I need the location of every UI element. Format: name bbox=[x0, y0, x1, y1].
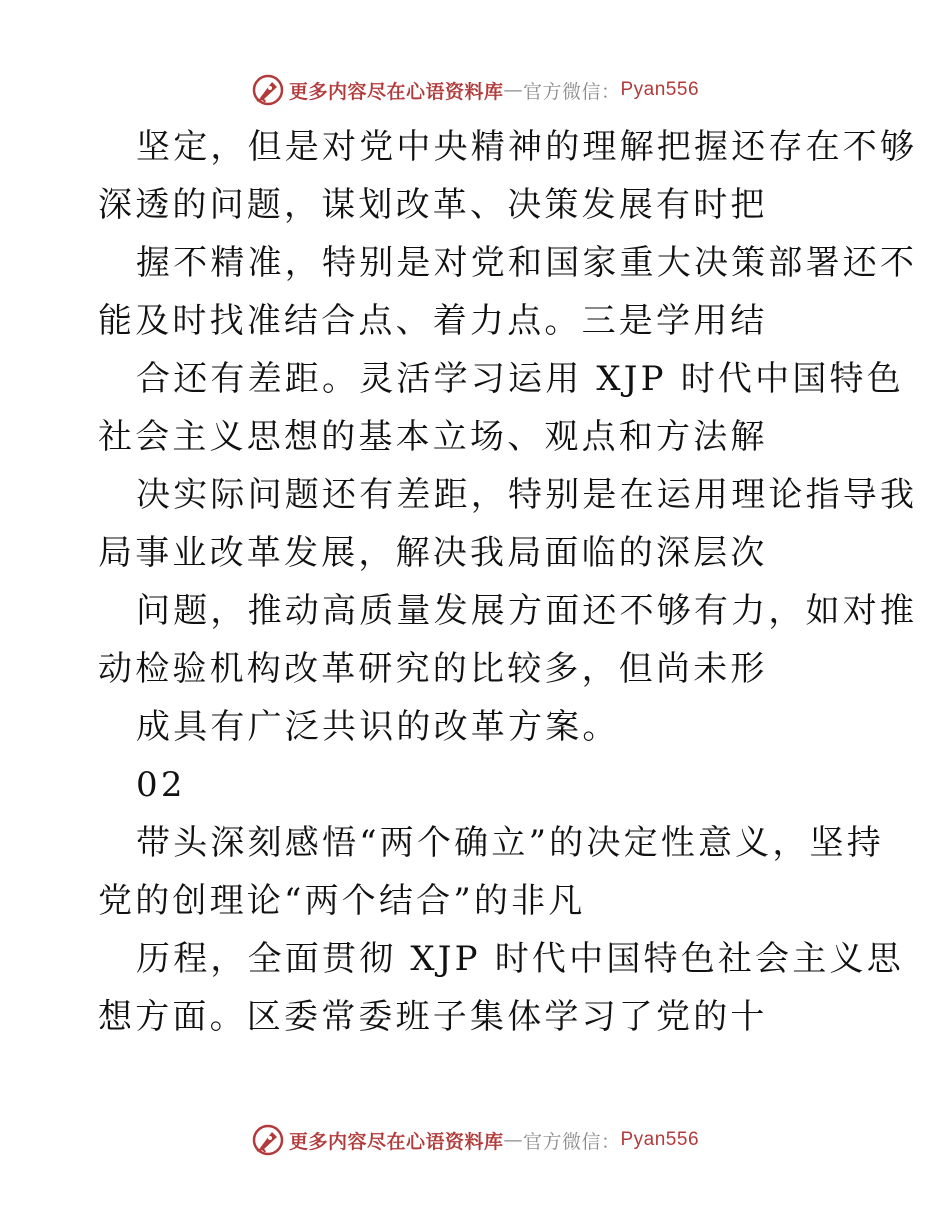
body-text-line: 合还有差距。灵活学习运用 XJP 时代中国特色 bbox=[136, 359, 904, 399]
body-text-line: 02 bbox=[136, 765, 186, 805]
body-text-line: 社会主义思想的基本立场、观点和方法解 bbox=[98, 417, 768, 457]
body-text-line: 动检验机构改革研究的比较多，但尚未形 bbox=[98, 649, 768, 689]
body-text-line: 能及时找准结合点、着力点。三是学用结 bbox=[98, 301, 768, 341]
footer-watermark-banner bbox=[0, 1120, 950, 1160]
body-text-line: 坚定，但是对党中央精神的理解把握还存在不够 bbox=[136, 127, 918, 167]
footer-dash: — bbox=[503, 1129, 523, 1151]
footer-wechat-label: 官方微信： bbox=[522, 1130, 621, 1153]
body-text-line: 握不精准，特别是对党和国家重大决策部署还不 bbox=[136, 243, 918, 283]
body-text-line: 局事业改革发展，解决我局面临的深层次 bbox=[98, 533, 768, 573]
header-watermark-banner bbox=[0, 70, 950, 110]
pen-nib-circle-logo-icon bbox=[251, 73, 285, 107]
footer-wechat-id: Pyan556 bbox=[620, 1129, 700, 1150]
header-dash: — bbox=[503, 79, 523, 101]
footer-site-text: 更多内容尽在心语资料库 bbox=[288, 1130, 504, 1153]
body-text-line: 决实际问题还有差距，特别是在运用理论指导我 bbox=[136, 475, 918, 515]
body-text-line: 问题，推动高质量发展方面还不够有力，如对推 bbox=[136, 591, 918, 631]
pen-nib-circle-logo-icon bbox=[251, 1123, 285, 1157]
body-text-line: 想方面。区委常委班子集体学习了党的十 bbox=[98, 997, 768, 1037]
body-text-line: 党的创理论“两个结合”的非凡 bbox=[98, 881, 586, 921]
body-text-line: 成具有广泛共识的改革方案。 bbox=[136, 707, 620, 747]
body-text-line: 历程，全面贯彻 XJP 时代中国特色社会主义思 bbox=[136, 939, 904, 979]
body-text-line: 带头深刻感悟“两个确立”的决定性意义，坚持 bbox=[136, 823, 884, 863]
body-text-line: 深透的问题，谋划改革、决策发展有时把 bbox=[98, 185, 768, 225]
document-body bbox=[98, 118, 918, 1046]
header-wechat-id: Pyan556 bbox=[620, 79, 700, 100]
header-wechat-label: 官方微信： bbox=[522, 80, 621, 103]
header-site-text: 更多内容尽在心语资料库 bbox=[288, 80, 504, 103]
